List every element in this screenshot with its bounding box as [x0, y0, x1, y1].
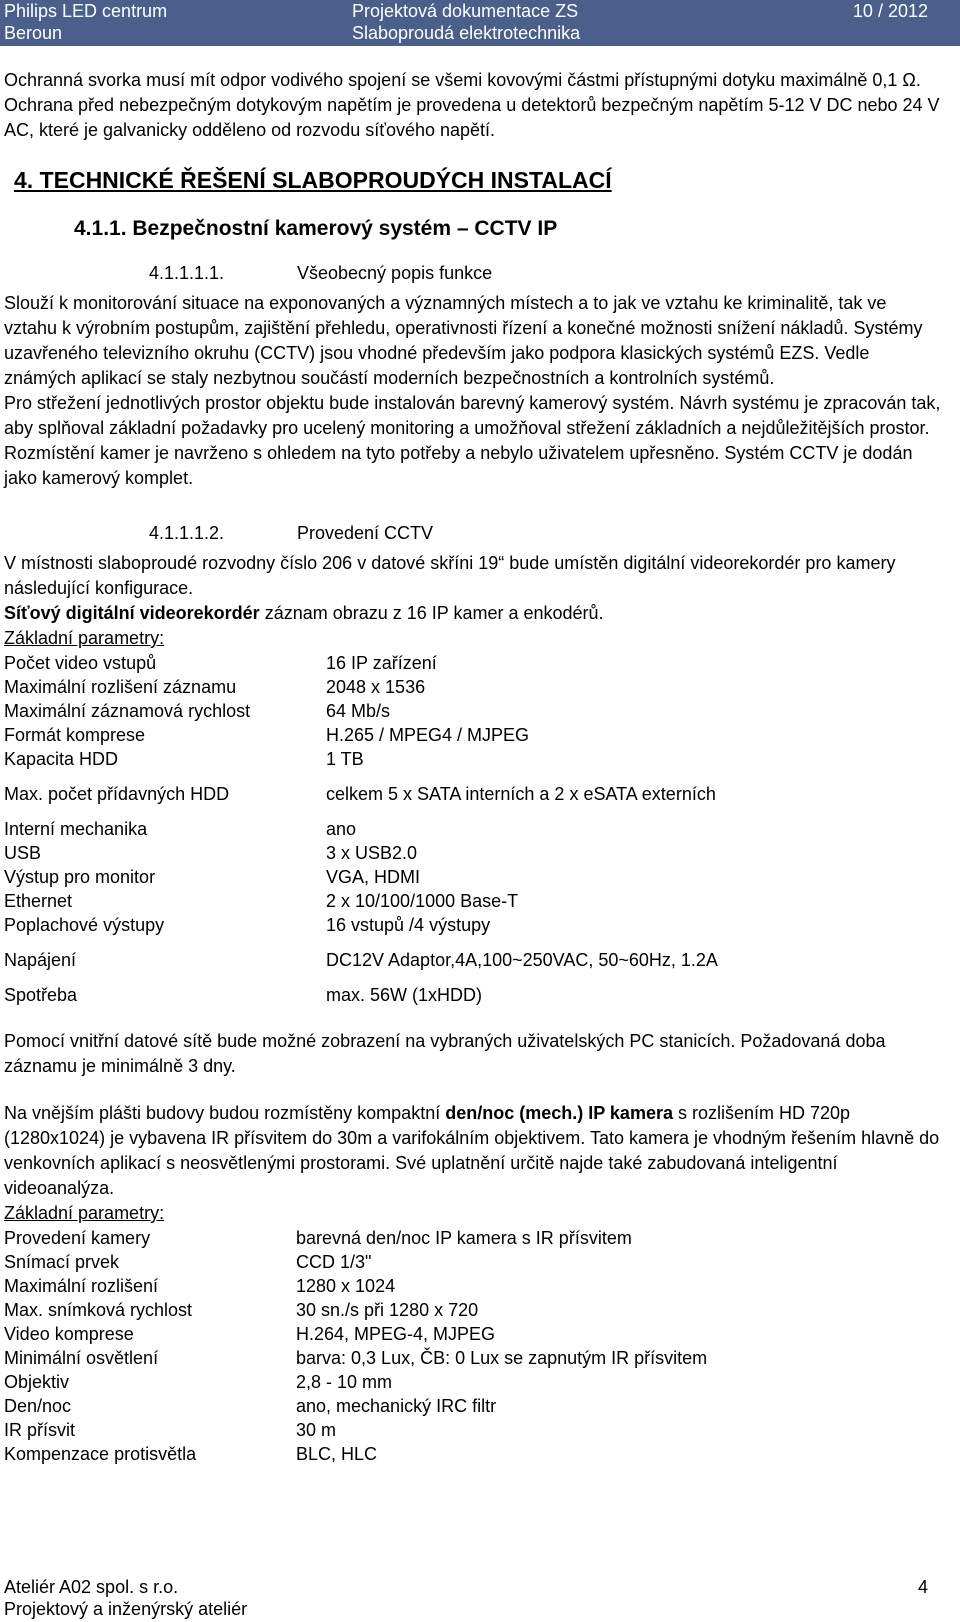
subsection-title: Všeobecný popis funkce [297, 263, 493, 283]
param-row [4, 1394, 764, 1418]
page-content [4, 68, 944, 1466]
header-company: Philips LED centrum [4, 1, 168, 21]
param-label: Výstup pro monitor [4, 867, 156, 887]
subsection-heading-cctv [149, 521, 944, 545]
intro-paragraph-1: Ochranná svorka musí mít odpor vodivého spojení se všemi kovovými částmi přístupnými dotyku maximálně 0,1 Ω. [4, 70, 921, 90]
param-row [4, 1442, 764, 1466]
param-value: 2048 x 1536 [326, 677, 426, 697]
param-row [4, 1322, 764, 1346]
param-label: IR přísvit [4, 1420, 76, 1440]
nvr-params-table [4, 651, 764, 1007]
recording-paragraph: Pomocí vnitřní datové sítě bude možné zobrazení na vybraných uživatelských PC stanicích. Požadovaná doba záznamu je minimálně 3 dny. [4, 1031, 886, 1076]
param-row [4, 747, 764, 771]
header-doc-type: Projektová dokumentace ZS [352, 1, 579, 21]
param-row [4, 937, 764, 983]
page-header [0, 0, 960, 46]
param-value: max. 56W (1xHDD) [326, 985, 483, 1005]
param-label: Interní mechanika [4, 819, 148, 839]
param-row [4, 913, 764, 937]
chapter-heading: 4. TECHNICKÉ ŘEŠENÍ SLABOPROUDÝCH INSTALACÍ [14, 167, 612, 193]
param-value: DC12V Adaptor,4A,100~250VAC, 50~60Hz, 1.2A [326, 950, 718, 970]
param-value: CCD 1/3" [296, 1252, 372, 1272]
param-label: USB [4, 843, 42, 863]
param-label: Ethernet [4, 891, 73, 911]
param-label: Poplachové výstupy [4, 915, 165, 935]
param-label: Kapacita HDD [4, 749, 119, 769]
general-paragraph-1: Slouží k monitorování situace na exponovaných a významných místech a to jak ve vztahu ke kriminalitě, tak ve vztahu k výrobním postupům, zajištění přehledu, operativnosti řízení a konečné možnosti snížení nákladů. Systémy uzavřeného televizního okruhu (CCTV) jsou vhodné především jako podpora klasických systémů EZS. Vedle známých aplikací se staly nezbytnou součástí moderních bezpečnostních a kontrolních systémů. [4, 293, 923, 388]
param-row [4, 841, 764, 865]
param-row [4, 817, 764, 841]
param-value: ano [326, 819, 357, 839]
param-row [4, 1274, 764, 1298]
param-value: 16 IP zařízení [326, 653, 437, 673]
param-value: 30 sn./s při 1280 x 720 [296, 1300, 479, 1320]
header-section: Slaboproudá elektrotechnika [352, 23, 581, 43]
param-row [4, 771, 764, 817]
param-label: Maximální rozlišení [4, 1276, 159, 1296]
param-label: Provedení kamery [4, 1228, 151, 1248]
param-row [4, 723, 764, 747]
param-row [4, 651, 764, 675]
param-label: Den/noc [4, 1396, 72, 1416]
nvr-text: záznam obrazu z 16 IP kamer a enkodérů. [259, 603, 604, 623]
param-label: Objektiv [4, 1372, 70, 1392]
camera-type: den/noc (mech.) IP kamera [445, 1103, 673, 1123]
subsection-heading-general [149, 261, 944, 285]
header-date: 10 / 2012 [852, 1, 928, 21]
param-value: celkem 5 x SATA interních a 2 x eSATA externích [326, 784, 716, 804]
camera-params-title: Základní parametry: [4, 1203, 165, 1223]
param-value: 2 x 10/100/1000 Base-T [326, 891, 519, 911]
param-value: 1 TB [326, 749, 364, 769]
param-label: Spotřeba [4, 985, 78, 1005]
param-label: Počet video vstupů [4, 653, 157, 673]
param-value: BLC, HLC [296, 1444, 378, 1464]
header-city: Beroun [4, 23, 63, 43]
nvr-params-title: Základní parametry: [4, 628, 165, 648]
intro-paragraph-2: Ochrana před nebezpečným dotykovým napětím je provedena u detektorů bezpečným napětím 5-12 V DC nebo 24 V AC, které je galvanicky odděleno od rozvodu síťového napětí. [4, 95, 940, 140]
footer-subtitle: Projektový a inženýrský ateliér [4, 1599, 248, 1619]
param-value: 3 x USB2.0 [326, 843, 418, 863]
param-value: H.265 / MPEG4 / MJPEG [326, 725, 530, 745]
param-row [4, 1250, 764, 1274]
camera-params-table [4, 1226, 764, 1466]
param-label: Snímací prvek [4, 1252, 120, 1272]
param-value: 16 vstupů /4 výstupy [326, 915, 491, 935]
subsection-title: Provedení CCTV [297, 523, 434, 543]
param-row [4, 865, 764, 889]
nvr-description [4, 601, 944, 626]
param-value: 2,8 - 10 mm [296, 1372, 393, 1392]
param-label: Napájení [4, 950, 77, 970]
param-value: barva: 0,3 Lux, ČB: 0 Lux se zapnutým IR přísvitem [296, 1348, 708, 1368]
spacer [4, 1007, 944, 1029]
param-value: barevná den/noc IP kamera s IR přísvitem [296, 1228, 632, 1248]
footer-page-number: 4 [917, 1577, 928, 1597]
param-row [4, 1298, 764, 1322]
cctv-paragraph-1: V místnosti slaboproudé rozvodny číslo 206 v datové skříni 19“ bude umístěn digitální videorekordér pro kamery následující konfigurace. [4, 553, 896, 598]
spacer [4, 1079, 944, 1101]
param-value: ano, mechanický IRC filtr [296, 1396, 497, 1416]
subsection-number: 4.1.1.1.1. [149, 263, 225, 283]
footer-company: Ateliér A02 spol. s r.o. [4, 1577, 179, 1597]
param-value: VGA, HDMI [326, 867, 421, 887]
param-label: Formát komprese [4, 725, 146, 745]
param-value: 30 m [296, 1420, 337, 1440]
page-footer [0, 1576, 960, 1622]
param-label: Maximální rozlišení záznamu [4, 677, 237, 697]
param-row [4, 699, 764, 723]
param-row [4, 675, 764, 699]
param-value: H.264, MPEG-4, MJPEG [296, 1324, 496, 1344]
nvr-name: Síťový digitální videorekordér [4, 603, 260, 623]
param-label: Minimální osvětlení [4, 1348, 159, 1368]
param-label: Max. snímková rychlost [4, 1300, 193, 1320]
param-label: Video komprese [4, 1324, 134, 1344]
param-value: 64 Mb/s [326, 701, 391, 721]
section-heading: 4.1.1. Bezpečnostní kamerový systém – CCTV IP [74, 217, 558, 240]
param-row [4, 983, 764, 1007]
param-value: 1280 x 1024 [296, 1276, 396, 1296]
subsection-number: 4.1.1.1.2. [149, 523, 225, 543]
param-row [4, 889, 764, 913]
param-label: Maximální záznamová rychlost [4, 701, 251, 721]
general-paragraph-2: Pro střežení jednotlivých prostor objektu bude instalován barevný kamerový systém. Návrh systému je zpracován tak, aby splňoval základní požadavky pro ucelený monitoring a umožňoval střežení základních a nejdůležitějších prostor. Rozmístění kamer je navrženo s ohledem na tyto potřeby a nebylo uživatelem upřesněno. Systém CCTV je dodán jako kamerový komplet. [4, 393, 941, 488]
camera-text-a: Na vnějším plášti budovy budou rozmístěny kompaktní [4, 1103, 446, 1123]
camera-paragraph [4, 1101, 944, 1201]
param-row [4, 1418, 764, 1442]
param-row [4, 1226, 764, 1250]
param-row [4, 1346, 764, 1370]
param-label: Kompenzace protisvětla [4, 1444, 197, 1464]
param-row [4, 1370, 764, 1394]
camera-text-c: s rozlišením HD 720p (1280x1024) je vybavena IR přísvitem do 30m a varifokálním objektivem. Tato kamera je vhodným řešením hlavně do venkovních aplikací s neosvětlenými prostorami. Své uplatnění určitě najde také zabudovaná inteligentní videoanalýza. [4, 1103, 940, 1198]
param-label: Max. počet přídavných HDD [4, 784, 230, 804]
